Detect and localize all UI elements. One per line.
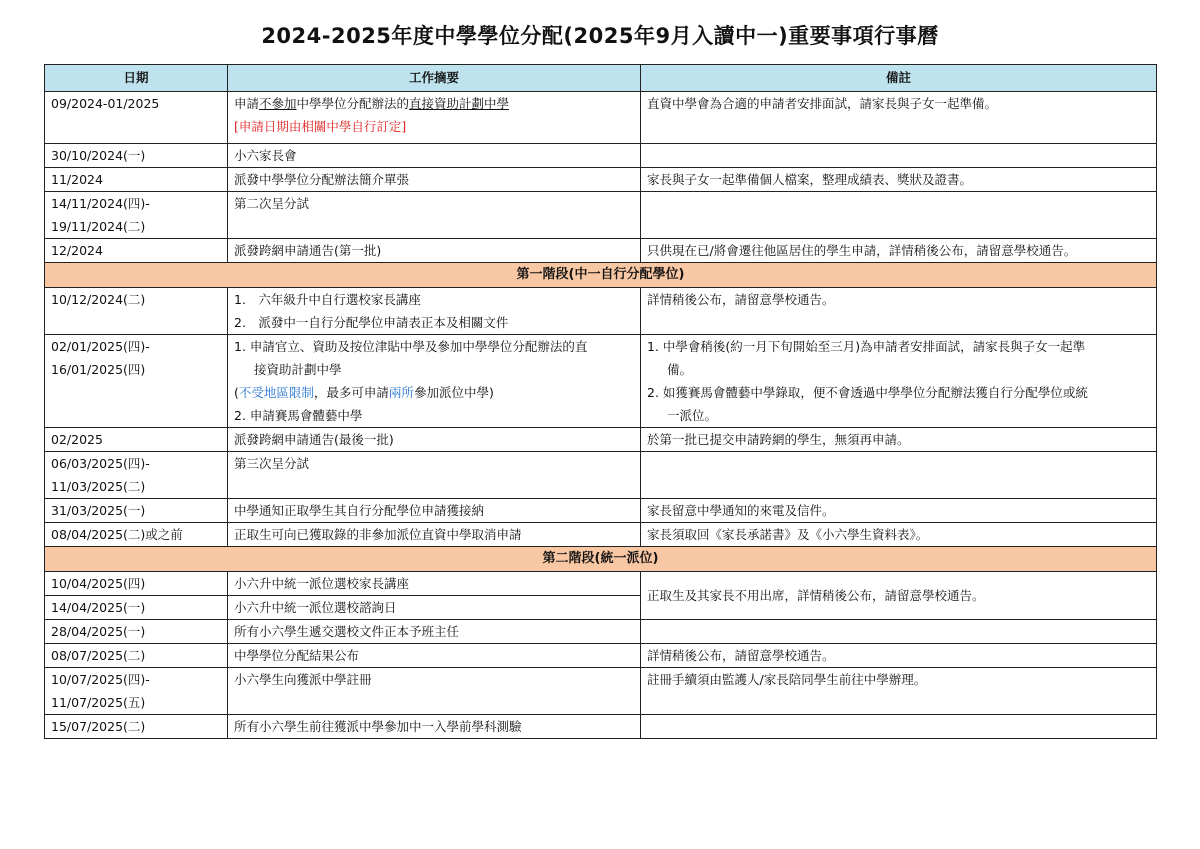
table-row: [45, 499, 1157, 523]
task-cell: 派發跨網申請通告(第一批): [228, 239, 641, 263]
task-cell: 小六學生向獲派中學註冊: [228, 668, 641, 715]
table-row: [45, 644, 1157, 668]
date-cell: 10/07/2025(四)- 11/07/2025(五): [45, 668, 228, 715]
remark-cell: [641, 620, 1157, 644]
remark-cell: 家長留意中學通知的來電及信件。: [641, 499, 1157, 523]
task-cell: 所有小六學生遞交選校文件正本予班主任: [228, 620, 641, 644]
date-cell: 30/10/2024(一): [45, 144, 228, 168]
task-cell: 小六升中統一派位選校諮詢日: [228, 596, 641, 620]
remark-cell: 詳情稍後公布，請留意學校通告。: [641, 288, 1157, 335]
table-row: [45, 715, 1157, 739]
task-cell: 所有小六學生前往獲派中學參加中一入學前學科測驗: [228, 715, 641, 739]
date-cell: 02/01/2025(四)- 16/01/2025(四): [45, 335, 228, 428]
table-row: [45, 572, 1157, 596]
task-cell: 正取生可向已獲取錄的非參加派位直資中學取消申請: [228, 523, 641, 547]
stage-1-heading: 第一階段(中一自行分配學位): [45, 263, 1157, 288]
date-cell: 28/04/2025(一): [45, 620, 228, 644]
table-row: [45, 668, 1157, 715]
schedule-table: [44, 64, 1157, 739]
task-cell: 中學學位分配結果公布: [228, 644, 641, 668]
table-row: [45, 335, 1157, 428]
remark-cell: 家長與子女一起準備個人檔案，整理成績表、獎狀及證書。: [641, 168, 1157, 192]
date-cell: 12/2024: [45, 239, 228, 263]
stage-row: [45, 547, 1157, 572]
date-cell: 11/2024: [45, 168, 228, 192]
date-cell: 14/11/2024(四)- 19/11/2024(二): [45, 192, 228, 239]
task-cell: 1. 申請官立、資助及按位津貼中學及參加中學學位分配辦法的直 接資助計劃中學 (不受地區限制，最多可申請兩所參加派位中學) 2. 申請賽馬會體藝中學: [228, 335, 641, 428]
remark-cell: [641, 715, 1157, 739]
remark-cell: 只供現在已/將會遷往他區居住的學生申請，詳情稍後公布，請留意學校通告。: [641, 239, 1157, 263]
table-row: [45, 452, 1157, 499]
table-row: [45, 144, 1157, 168]
table-row: [45, 192, 1157, 239]
date-cell: 09/2024-01/2025: [45, 92, 228, 144]
remark-cell: [641, 452, 1157, 499]
remark-cell: 正取生及其家長不用出席，詳情稍後公布，請留意學校通告。: [641, 572, 1157, 620]
header-remark: 備註: [641, 65, 1157, 92]
task-cell: 第三次呈分試: [228, 452, 641, 499]
header-date: 日期: [45, 65, 228, 92]
remark-cell: 1. 中學會稍後(約一月下旬開始至三月)為申請者安排面試，請家長與子女一起準 備。 2. 如獲賽馬會體藝中學錄取，便不會透過中學學位分配辦法獲自行分配學位或統 一派位。: [641, 335, 1157, 428]
date-cell: 15/07/2025(二): [45, 715, 228, 739]
task-cell: 小六家長會: [228, 144, 641, 168]
task-cell: 派發跨網申請通告(最後一批): [228, 428, 641, 452]
date-cell: 08/04/2025(二)或之前: [45, 523, 228, 547]
date-cell: 31/03/2025(一): [45, 499, 228, 523]
task-cell: 第二次呈分試: [228, 192, 641, 239]
application-date-note: [申請日期由相關中學自行訂定]: [234, 119, 407, 134]
date-cell: 10/12/2024(二): [45, 288, 228, 335]
date-cell: 10/04/2025(四): [45, 572, 228, 596]
stage-2-heading: 第二階段(統一派位): [45, 547, 1157, 572]
stage-row: [45, 263, 1157, 288]
table-row: [45, 620, 1157, 644]
task-cell: 申請不參加中學學位分配辦法的直接資助計劃中學 [申請日期由相關中學自行訂定]: [228, 92, 641, 144]
page-title: 2024-2025年度中學學位分配(2025年9月入讀中一)重要事項行事曆: [261, 24, 939, 48]
header-task: 工作摘要: [228, 65, 641, 92]
remark-cell: 於第一批已提交申請跨網的學生，無須再申請。: [641, 428, 1157, 452]
task-cell: 派發中學學位分配辦法簡介單張: [228, 168, 641, 192]
remark-cell: 詳情稍後公布，請留意學校通告。: [641, 644, 1157, 668]
remark-cell: [641, 144, 1157, 168]
table-row: [45, 428, 1157, 452]
table-row: [45, 239, 1157, 263]
remark-cell: [641, 192, 1157, 239]
table-row: [45, 288, 1157, 335]
date-cell: 06/03/2025(四)- 11/03/2025(二): [45, 452, 228, 499]
date-cell: 02/2025: [45, 428, 228, 452]
date-cell: 08/07/2025(二): [45, 644, 228, 668]
header-row: [45, 65, 1157, 92]
remark-cell: 直資中學會為合適的申請者安排面試，請家長與子女一起準備。: [641, 92, 1157, 144]
table-row: [45, 523, 1157, 547]
remark-cell: 註冊手續須由監護人/家長陪同學生前往中學辦理。: [641, 668, 1157, 715]
table-row: [45, 92, 1157, 144]
date-cell: 14/04/2025(一): [45, 596, 228, 620]
table-row: [45, 168, 1157, 192]
remark-cell: 家長須取回《家長承諾書》及《小六學生資料表》。: [641, 523, 1157, 547]
task-cell: 小六升中統一派位選校家長講座: [228, 572, 641, 596]
task-cell: 中學通知正取學生其自行分配學位申請獲接納: [228, 499, 641, 523]
task-cell: 1. 六年級升中自行選校家長講座 2. 派發中一自行分配學位申請表正本及相關文件: [228, 288, 641, 335]
